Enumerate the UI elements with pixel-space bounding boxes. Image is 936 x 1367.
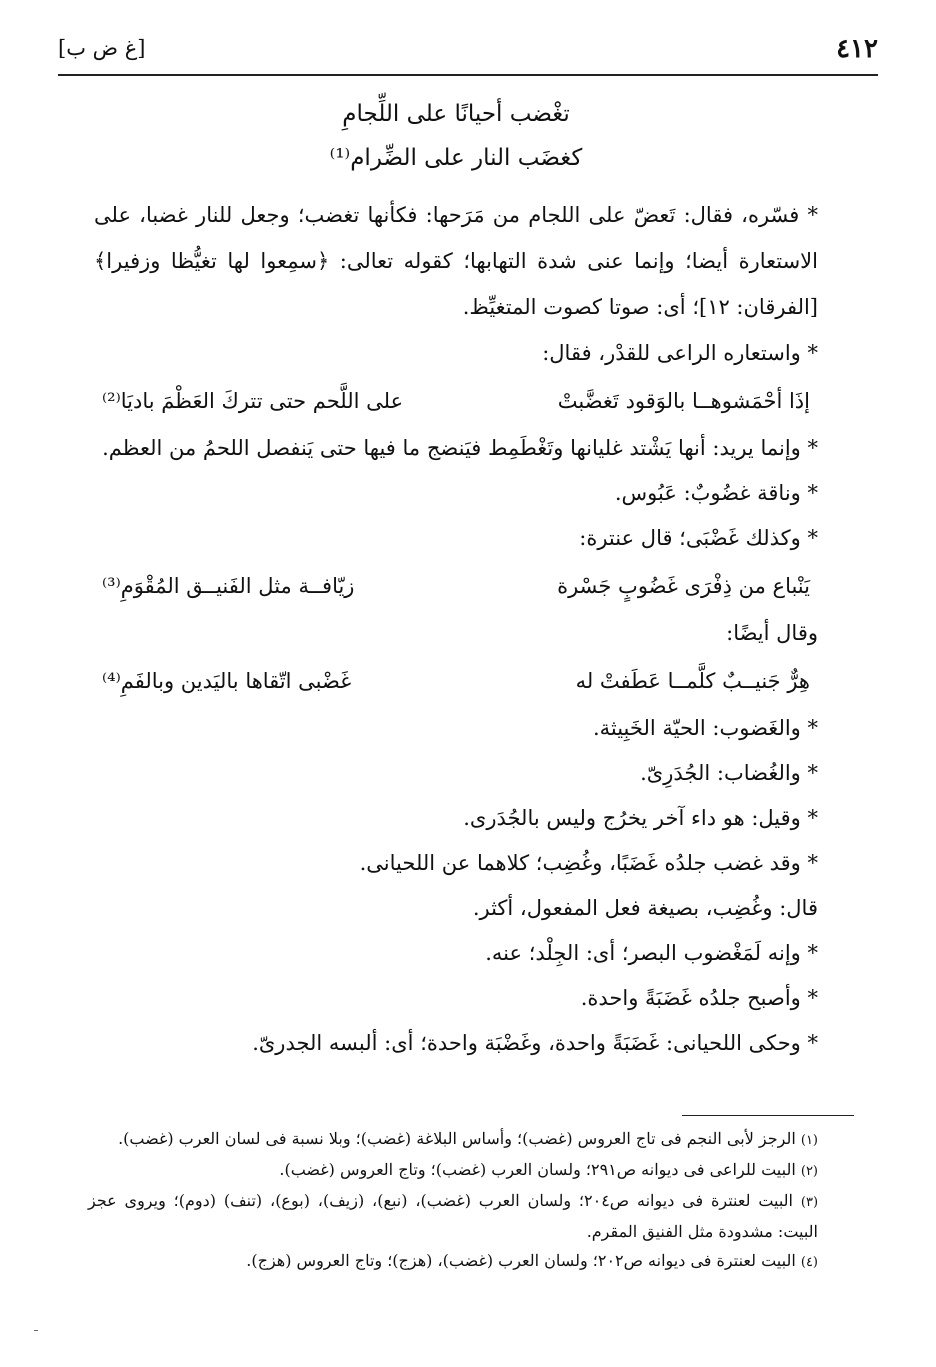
paragraph: * وحكى اللحيانى: غَضَبَةً واحدة، وغَضْبَة واحدة؛ أى: ألبسه الجدرىّ. — [252, 1031, 818, 1055]
footnote-text: الرجز لأبى النجم فى تاج العروس (غضب)؛ وأساس البلاغة (غضب)؛ وبلا نسبة فى لسان العرب (غضب). — [118, 1129, 796, 1148]
running-head: [غ ض ب] — [58, 36, 146, 60]
footnote-number: (١) — [800, 1133, 818, 1148]
footnote — [88, 1124, 818, 1155]
footnote-rule — [682, 1115, 854, 1116]
paragraph: * وناقة غضُوبٌ: عَبُوس. — [614, 481, 818, 505]
footnote-number: (٢) — [800, 1164, 818, 1179]
paragraph: * وقد غضب جلدُه غَضَبًا، وغُضِب؛ كلاهما عن اللحيانى. — [359, 851, 818, 875]
paragraph: * فسّره، فقال: تَعضّ على اللجام من مَرَحها: فكأنها تغضب؛ وجعل للنار غضبا، على الاستعارة أيضا؛ وإنما عنى شدة التهابها؛ كقوله تعالى: ﴿سمِعوا لها تغيُّظا وزفيرا﴾ [الفرقان: ١٢]؛ أى: صوتا كصوت المتغيِّظ. — [94, 203, 818, 319]
hemistich-second: على اللَّحم حتى تتركَ العَظْمَ باديَا⁽²⁾ — [102, 389, 404, 413]
footnote-number: (٣) — [800, 1195, 819, 1210]
paragraph: * واستعاره الراعى للقدْر، فقال: — [542, 341, 818, 365]
footnote-number: (٤) — [800, 1255, 818, 1270]
verse-couplet — [94, 376, 818, 426]
verse-couplet — [94, 561, 818, 611]
main-text — [94, 92, 818, 1066]
paragraph: وقال أيضًا: — [726, 621, 818, 645]
footnote — [88, 1155, 818, 1186]
footnotes — [88, 1124, 818, 1277]
hemistich-second: غَضْبى اتّقاها باليَدين وبالفَمِ⁽⁴⁾ — [102, 669, 352, 693]
hemistich-second: زيّافــة مثل الفَنيــق المُقْوَمِ⁽³⁾ — [102, 574, 355, 598]
hemistich-first: إذَا أحْمَشوهــا بالوَقود تَغضَّبتْ — [557, 389, 810, 413]
footnote — [88, 1246, 818, 1277]
verse-couplet — [94, 656, 818, 706]
paragraph: قال: وغُضِب، بصيغة فعل المفعول، أكثر. — [472, 896, 818, 920]
paragraph: * وقيل: هو داء آخر يخرُج وليس بالجُدَرى. — [463, 806, 818, 830]
paragraph: * وإنما يريد: أنها يَشْتد غليانها وتَغْطَمِط فيَنضج ما فيها حتى يَنفصل اللحمُ من العظم. — [102, 436, 818, 460]
footnote-text: البيت لعنترة فى ديوانه ص٢٠٤؛ ولسان العرب (غضب)، (نبع)، (زيف)، (بوع)، (تنف) (دوم)؛ ويروى عجز البيت: مشدودة مثل الفنيق المقرم. — [88, 1191, 818, 1241]
header-rule — [58, 74, 878, 76]
paragraph: * والغَضوب: الحيّة الخَبِيثة. — [592, 716, 818, 740]
hemistich-first: يَنْباع من ذِفْرَى غَضُوبٍ جَسْرة — [557, 574, 810, 598]
margin-mark — [34, 1330, 38, 1331]
verse-line: كغضَب النار على الضِّرام⁽¹⁾ — [329, 145, 583, 171]
footnote-text: البيت لعنترة فى ديوانه ص٢٠٢؛ ولسان العرب (غضب)، (هزج)؛ وتاج العروس (هزج). — [246, 1251, 796, 1270]
opening-verse — [94, 92, 818, 180]
footnote — [88, 1186, 818, 1246]
footnote-text: البيت للراعى فى ديوانه ص٢٩١؛ ولسان العرب (غضب)؛ وتاج العروس (غضب). — [279, 1160, 796, 1179]
paragraph: * وإنه لَمَغْضوب البصر؛ أى: الجِلْد؛ عنه. — [485, 941, 818, 965]
hemistich-first: هِرٌّ جَنيــبٌ كلَّمــا عَطَفتْ له — [575, 669, 810, 693]
paragraph: * وأصبح جلدُه غَضَبَةً واحدة. — [580, 986, 818, 1010]
verse-line: تغْضب أحيانًا على اللِّجامِ — [342, 101, 570, 127]
page-number: ٤١٢ — [836, 34, 878, 64]
page-header — [58, 34, 878, 72]
paragraph: * والغُضاب: الجُدَرِىّ. — [640, 761, 818, 785]
paragraph: * وكذلك غَضْبَى؛ قال عنترة: — [579, 526, 818, 550]
